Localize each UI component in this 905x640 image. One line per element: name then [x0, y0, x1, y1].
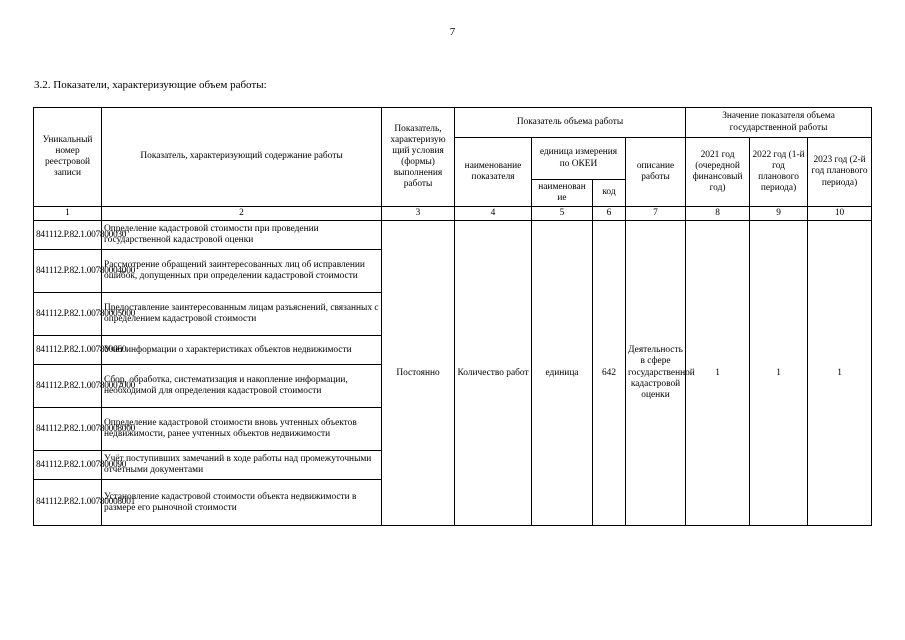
- column-number: 4: [455, 207, 532, 221]
- column-number: 10: [808, 207, 872, 221]
- unit-code-cell: 642: [593, 221, 626, 526]
- header-work-content: Показатель, характеризующий содержание работы: [102, 108, 382, 207]
- column-number: 5: [532, 207, 593, 221]
- registry-number-cell: 841112.Р.82.1.007800030: [34, 221, 102, 250]
- header-volume-value: Значение показателя объема государственной работы: [686, 108, 872, 138]
- header-work-condition: Показатель, характеризую щий условия (формы) выполнения работы: [382, 108, 455, 207]
- work-content-cell: Учёт поступивших замечаний в ходе работы над промежуточными отчётными документами: [102, 451, 382, 480]
- header-unit-name: наименован ие: [532, 180, 593, 207]
- registry-number-cell: 841112.Р.82.1.00780005000: [34, 293, 102, 336]
- work-description-cell: Деятельность в сфере государственной кадастровой оценки: [626, 221, 686, 526]
- indicator-name-cell: Количество работ: [455, 221, 532, 526]
- header-unit-code: код: [593, 180, 626, 207]
- value-2021-cell: 1: [686, 221, 750, 526]
- work-volume-table: [33, 107, 872, 526]
- column-number: 8: [686, 207, 750, 221]
- work-content-cell: Определение кадастровой стоимости вновь учтенных объектов недвижимости, ранее учтенных объектов недвижимости: [102, 408, 382, 451]
- unit-name-cell: единица: [532, 221, 593, 526]
- page-number: 7: [449, 26, 456, 38]
- column-number: 2: [102, 207, 382, 221]
- value-2023-cell: 1: [808, 221, 872, 526]
- header-okei-unit: единица измерения по ОКЕИ: [532, 138, 626, 180]
- work-content-cell: Предоставление заинтересованным лицам разъяснений, связанных с определением кадастровой стоимости: [102, 293, 382, 336]
- section-title: 3.2. Показатели, характеризующие объем работы:: [34, 79, 267, 91]
- header-registry-number: Уникальный номер реестровой записи: [34, 108, 102, 207]
- registry-number-cell: 841112.Р.82.1.00780008001: [34, 480, 102, 526]
- column-number: 7: [626, 207, 686, 221]
- registry-number-cell: 841112.Р.82.1.007800060: [34, 336, 102, 365]
- registry-number-cell: 841112.Р.82.1.00780004000: [34, 250, 102, 293]
- column-number: 1: [34, 207, 102, 221]
- column-number: 6: [593, 207, 626, 221]
- work-content-cell: Учёт информации о характеристиках объектов недвижимости: [102, 336, 382, 365]
- registry-number-cell: 841112.Р.82.1.00780008000: [34, 408, 102, 451]
- header-indicator-name: наименование показателя: [455, 138, 532, 207]
- work-condition-cell: Постоянно: [382, 221, 455, 526]
- registry-number-cell: 841112.Р.82.1.00780007000: [34, 365, 102, 408]
- value-2022-cell: 1: [750, 221, 808, 526]
- work-content-cell: Определение кадастровой стоимости при проведении государственной кадастровой оценки: [102, 221, 382, 250]
- header-work-description: описание работы: [626, 138, 686, 207]
- header-volume-indicator: Показатель объема работы: [455, 108, 686, 138]
- header-year-2021: 2021 год (очередной финансовый год): [686, 138, 750, 207]
- column-number: 3: [382, 207, 455, 221]
- work-content-cell: Установление кадастровой стоимости объекта недвижимости в размере его рыночной стоимости: [102, 480, 382, 526]
- column-number: 9: [750, 207, 808, 221]
- header-year-2022: 2022 год (1-й год планового периода): [750, 138, 808, 207]
- header-year-2023: 2023 год (2-й год планового периода): [808, 138, 872, 207]
- registry-number-cell: 841112.Р.82.1.007800090: [34, 451, 102, 480]
- work-content-cell: Рассмотрение обращений заинтересованных лиц об исправлении ошибок, допущенных при определении кадастровой стоимости: [102, 250, 382, 293]
- work-content-cell: Сбор, обработка, систематизация и накопление информации, необходимой для определения кадастровой стоимости: [102, 365, 382, 408]
